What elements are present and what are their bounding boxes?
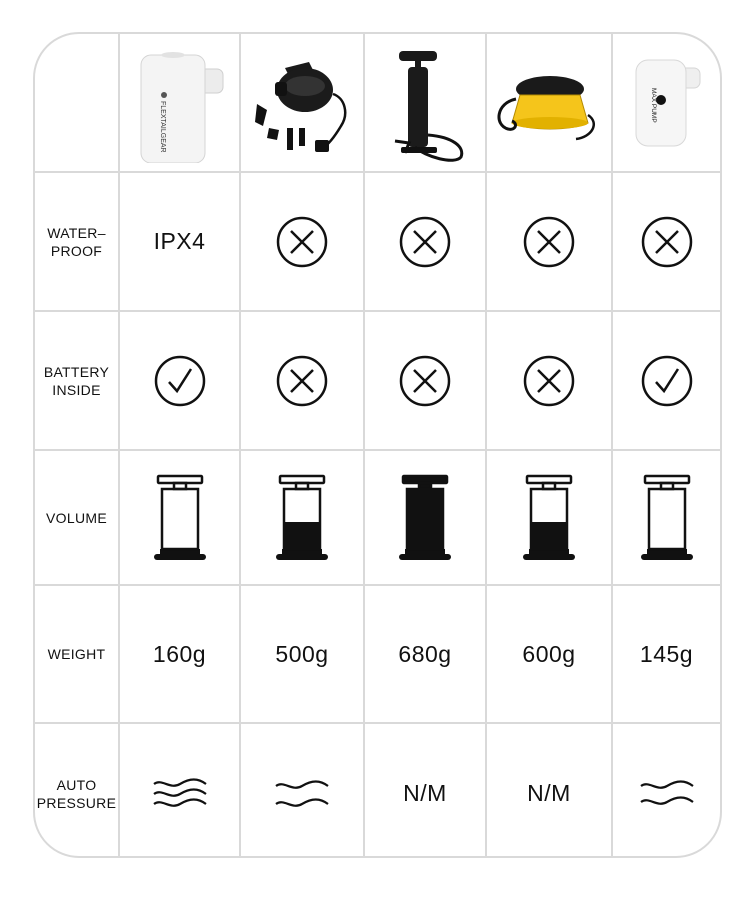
volume-bottle-icon — [632, 468, 702, 568]
cross-circle-icon — [398, 354, 452, 408]
hand-pump-image — [375, 43, 475, 163]
auto-pressure-cell — [240, 723, 364, 858]
max-pump-image — [622, 48, 712, 158]
weight-row — [35, 585, 720, 723]
foot-pump-image — [492, 53, 607, 153]
comparison-table — [35, 34, 720, 858]
waterproof-cell — [612, 172, 720, 311]
volume-bottle-icon — [514, 468, 584, 568]
wave-icon — [637, 776, 697, 812]
battery-cell — [364, 311, 486, 450]
volume-cell — [119, 450, 240, 585]
volume-cell — [486, 450, 612, 585]
battery-cell — [486, 311, 612, 450]
auto-pressure-cell — [119, 723, 240, 858]
volume-cell — [240, 450, 364, 585]
auto-pressure-value: N/M — [403, 780, 447, 806]
wave-icon — [272, 776, 332, 812]
waterproof-value: IPX4 — [153, 228, 206, 254]
product-cell-flextailgear — [119, 34, 240, 172]
auto-pressure-value: N/M — [527, 780, 571, 806]
waterproof-cell — [240, 172, 364, 311]
wave-icon — [150, 776, 210, 812]
max-pump-logo-text: MAX PUMP — [649, 87, 657, 123]
battery-cell — [240, 311, 364, 450]
volume-bottle-icon — [145, 468, 215, 568]
waterproof-row — [35, 172, 720, 311]
cross-circle-icon — [275, 354, 329, 408]
weight-cell — [612, 585, 720, 723]
row-label-volume: VOLUME — [35, 450, 119, 585]
volume-bottle-icon — [390, 468, 460, 568]
cross-circle-icon — [522, 215, 576, 269]
battery-row — [35, 311, 720, 450]
waterproof-cell — [486, 172, 612, 311]
check-circle-icon — [640, 354, 694, 408]
product-cell-hand-pump — [364, 34, 486, 172]
cross-circle-icon — [640, 215, 694, 269]
auto-pressure-row — [35, 723, 720, 858]
battery-cell — [119, 311, 240, 450]
weight-value: 600g — [522, 640, 576, 667]
cross-circle-icon — [522, 354, 576, 408]
product-cell-max-pump — [612, 34, 720, 172]
volume-cell — [612, 450, 720, 585]
auto-pressure-cell — [364, 723, 486, 858]
auto-pressure-cell — [612, 723, 720, 858]
volume-row — [35, 450, 720, 585]
waterproof-cell — [364, 172, 486, 311]
check-circle-icon — [153, 354, 207, 408]
weight-value: 500g — [275, 640, 329, 667]
row-label-weight: WEIGHT — [35, 585, 119, 723]
row-label-battery: BATTERY INSIDE — [35, 311, 119, 450]
electric-pump-image — [245, 48, 360, 158]
cross-circle-icon — [398, 215, 452, 269]
battery-cell — [612, 311, 720, 450]
row-label-waterproof: WATER– PROOF — [35, 172, 119, 311]
weight-cell — [240, 585, 364, 723]
cross-circle-icon — [275, 215, 329, 269]
product-cell-foot-pump — [486, 34, 612, 172]
flextailgear-pump-image — [127, 43, 232, 163]
row-label-auto-pressure: AUTO PRESSURE — [35, 723, 119, 858]
weight-cell — [364, 585, 486, 723]
waterproof-cell — [119, 172, 240, 311]
weight-value: 680g — [398, 640, 452, 667]
comparison-card — [33, 32, 722, 858]
weight-cell — [486, 585, 612, 723]
weight-cell — [119, 585, 240, 723]
volume-cell — [364, 450, 486, 585]
corner-cell — [35, 34, 119, 172]
flextailgear-logo-text: FLEXTAILGEAR — [159, 100, 166, 153]
weight-value: 145g — [639, 640, 694, 667]
volume-bottle-icon — [267, 468, 337, 568]
header-row — [35, 34, 720, 172]
auto-pressure-cell — [486, 723, 612, 858]
weight-value: 160g — [152, 640, 207, 667]
product-cell-electric-pump — [240, 34, 364, 172]
